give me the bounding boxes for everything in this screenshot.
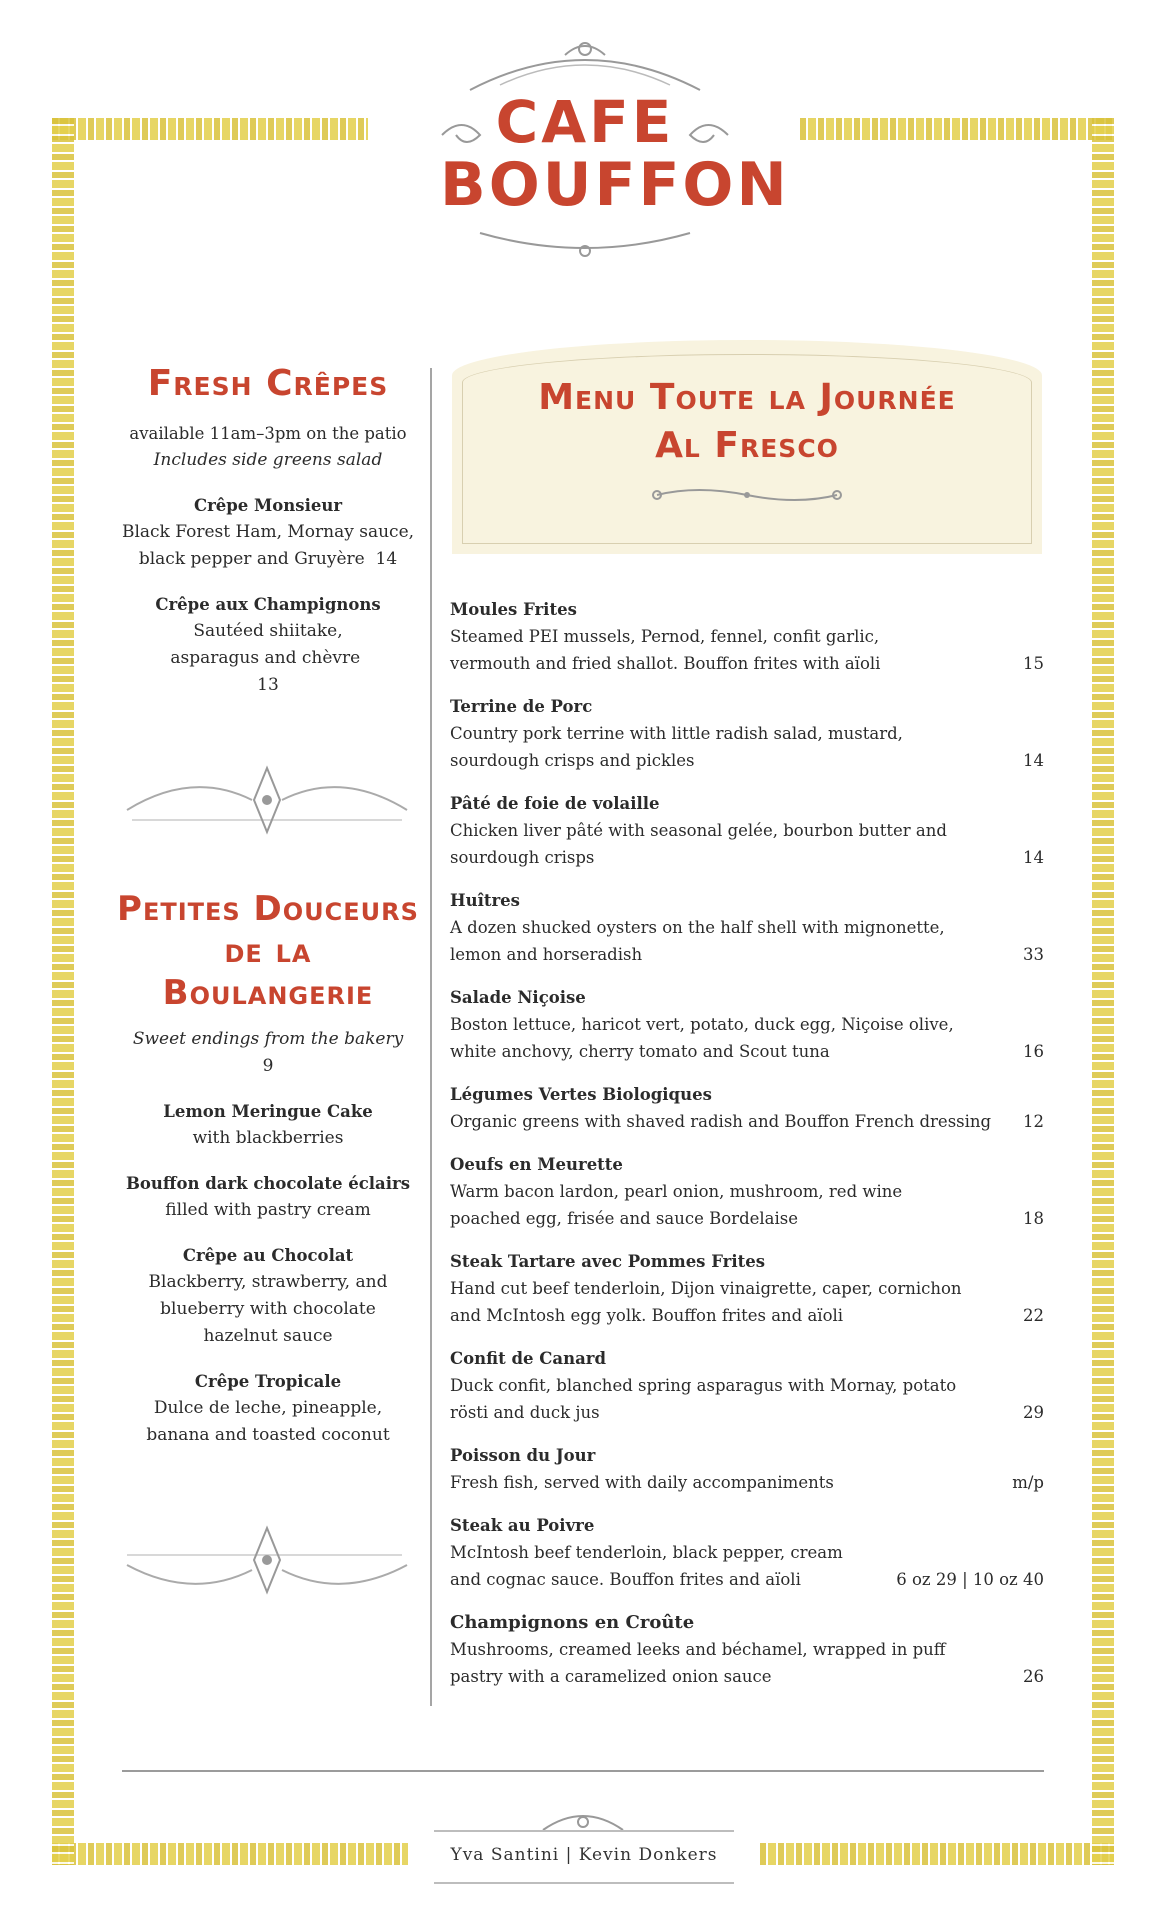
menu-item-price: 14 xyxy=(1023,848,1044,867)
menu-item xyxy=(450,1345,1044,1426)
menu-title-line-1: Menu Toute la Journée xyxy=(538,377,956,418)
menu-item-name: Moules Frites xyxy=(450,600,577,619)
sweets-price: 9 xyxy=(262,1056,274,1076)
sweets-section xyxy=(118,888,418,1467)
list-item xyxy=(118,1170,418,1224)
menu-item-desc: Hand cut beef tenderloin, Dijon vinaigrette, caper, cornichon and McIntosh egg yolk. Bouffon frites and aïoli xyxy=(450,1279,962,1325)
logo-top-ornament-icon xyxy=(440,35,730,95)
menu-item-name: Huîtres xyxy=(450,891,520,910)
menu-item xyxy=(450,1151,1044,1232)
menu-item-name: Steak au Poivre xyxy=(450,1516,595,1535)
sweets-title-line-3: Boulangerie xyxy=(162,973,374,1013)
menu-item-desc: Chicken liver pâté with seasonal gelée, bourbon butter and sourdough crisps xyxy=(450,821,947,867)
menu-item xyxy=(450,1081,1044,1135)
top-border-right xyxy=(800,118,1114,140)
flourish-divider-icon xyxy=(122,760,412,840)
crepe-desc: Black Forest Ham, Mornay sauce, black pepper and Gruyère 14 xyxy=(121,522,415,569)
sweet-desc: Dulce de leche, pineapple, banana and toasted coconut xyxy=(146,1398,390,1445)
sweet-desc: with blackberries xyxy=(192,1128,344,1148)
crepe-name: Crêpe aux Champignons xyxy=(155,595,381,614)
list-item xyxy=(118,1368,418,1449)
menu-item-desc: Steamed PEI mussels, Pernod, fennel, confit garlic, vermouth and fried shallot. Bouffon frites with aïoli xyxy=(450,627,881,673)
sweet-name: Bouffon dark chocolate éclairs xyxy=(125,1174,410,1193)
sweets-title-line-1: Petites Douceurs xyxy=(117,889,419,929)
menu-item-name: Salade Niçoise xyxy=(450,988,586,1007)
crepes-availability: available 11am–3pm on the patio xyxy=(129,424,407,443)
logo-side-scroll-icon xyxy=(440,105,730,165)
sweets-title-line-2: de la xyxy=(224,931,312,971)
menu-item-name: Légumes Vertes Biologiques xyxy=(450,1085,712,1104)
menu-item-price: 12 xyxy=(1023,1112,1044,1131)
sweet-name: Lemon Meringue Cake xyxy=(163,1102,373,1121)
menu-item-price: 14 xyxy=(1023,751,1044,770)
menu-item-desc: McIntosh beef tenderloin, black pepper, cream and cognac sauce. Bouffon frites and aïoli xyxy=(450,1543,843,1589)
crepes-note: Includes side greens salad xyxy=(153,450,383,470)
menu-item-name: Confit de Canard xyxy=(450,1349,607,1368)
menu-item xyxy=(450,1512,1044,1593)
menu-title-line-2: Al Fresco xyxy=(655,425,839,466)
logo-bottom-ornament-icon xyxy=(440,223,730,263)
sweet-desc: Blackberry, strawberry, and blueberry with chocolate hazelnut sauce xyxy=(148,1272,388,1346)
menu-item-price: m/p xyxy=(1012,1473,1044,1492)
menu-item-price: 29 xyxy=(1023,1403,1044,1422)
banner-flourish-icon xyxy=(647,480,847,510)
crepe-desc: Sautéed shiitake, asparagus and chèvre 13 xyxy=(170,621,361,695)
menu-item-price: 15 xyxy=(1023,654,1044,673)
menu-item xyxy=(450,984,1044,1065)
menu-item-name: Terrine de Porc xyxy=(450,697,593,716)
sweets-tagline: Sweet endings from the bakery xyxy=(132,1029,404,1049)
list-item xyxy=(118,492,418,573)
menu-item xyxy=(450,693,1044,774)
sweets-title xyxy=(118,888,418,1014)
menu-item-desc: Fresh fish, served with daily accompaniments xyxy=(450,1473,834,1492)
column-divider xyxy=(430,368,432,1706)
menu-item-name: Oeufs en Meurette xyxy=(450,1155,623,1174)
menu-item-desc: Warm bacon lardon, pearl onion, mushroom, red wine poached egg, frisée and sauce Bordelaise xyxy=(450,1182,903,1228)
logo-line-1: CAFE xyxy=(495,88,675,156)
menu-item-desc: Country pork terrine with little radish salad, mustard, sourdough crisps and pickles xyxy=(450,724,903,770)
menu-item xyxy=(450,1442,1044,1496)
menu-item-name: Steak Tartare avec Pommes Frites xyxy=(450,1252,766,1271)
menu-item xyxy=(450,1609,1044,1690)
crepes-title: Fresh Crêpes xyxy=(147,363,389,404)
menu-item-name: Poisson du Jour xyxy=(450,1446,596,1465)
left-border xyxy=(52,118,74,1865)
list-item xyxy=(118,1242,418,1350)
flourish-divider-icon xyxy=(122,1520,412,1600)
menu-item-desc: Organic greens with shaved radish and Bouffon French dressing xyxy=(450,1112,992,1131)
menu-item-desc: Duck confit, blanched spring asparagus with Mornay, potato rösti and duck jus xyxy=(450,1376,957,1422)
menu-item-name: Pâté de foie de volaille xyxy=(450,794,660,813)
sweet-name: Crêpe au Chocolat xyxy=(182,1246,354,1265)
main-menu-list xyxy=(450,596,1044,1706)
cafe-logo xyxy=(440,35,790,265)
crepe-price: 14 xyxy=(375,549,398,569)
menu-item xyxy=(450,887,1044,968)
chef-credits: Yva Santini | Kevin Donkers xyxy=(434,1830,734,1884)
menu-item-price: 6 oz 29 | 10 oz 40 xyxy=(896,1570,1044,1589)
bottom-rule xyxy=(122,1770,1044,1772)
menu-item-name: Champignons en Croûte xyxy=(450,1612,695,1633)
menu-item xyxy=(450,1248,1044,1329)
logo-line-2: BOUFFON xyxy=(440,150,790,220)
menu-item-price: 22 xyxy=(1023,1306,1044,1325)
menu-title xyxy=(452,374,1042,470)
sweet-desc: filled with pastry cream xyxy=(165,1200,371,1220)
top-border-left xyxy=(52,118,368,140)
menu-item-price: 18 xyxy=(1023,1209,1044,1228)
list-item xyxy=(118,1098,418,1152)
sweet-name: Crêpe Tropicale xyxy=(194,1372,342,1391)
menu-item xyxy=(450,596,1044,677)
right-border xyxy=(1092,118,1114,1865)
list-item xyxy=(118,591,418,699)
menu-item-price: 33 xyxy=(1023,945,1044,964)
menu-banner xyxy=(452,340,1042,554)
menu-item-desc: Mushrooms, creamed leeks and béchamel, wrapped in puff pastry with a caramelized onion sauce xyxy=(450,1640,946,1686)
menu-item-desc: A dozen shucked oysters on the half shell with mignonette, lemon and horseradish xyxy=(450,918,945,964)
menu-item-price: 26 xyxy=(1023,1667,1044,1686)
bottom-border-left xyxy=(52,1843,408,1865)
menu-item-desc: Boston lettuce, haricot vert, potato, duck egg, Niçoise olive, white anchovy, cherry tomato and Scout tuna xyxy=(450,1015,954,1061)
crepes-section xyxy=(118,362,418,717)
menu-item xyxy=(450,790,1044,871)
crepe-name: Crêpe Monsieur xyxy=(193,496,343,515)
menu-item-price: 16 xyxy=(1023,1042,1044,1061)
crepe-price: 13 xyxy=(257,675,279,695)
bottom-border-right xyxy=(760,1843,1114,1865)
